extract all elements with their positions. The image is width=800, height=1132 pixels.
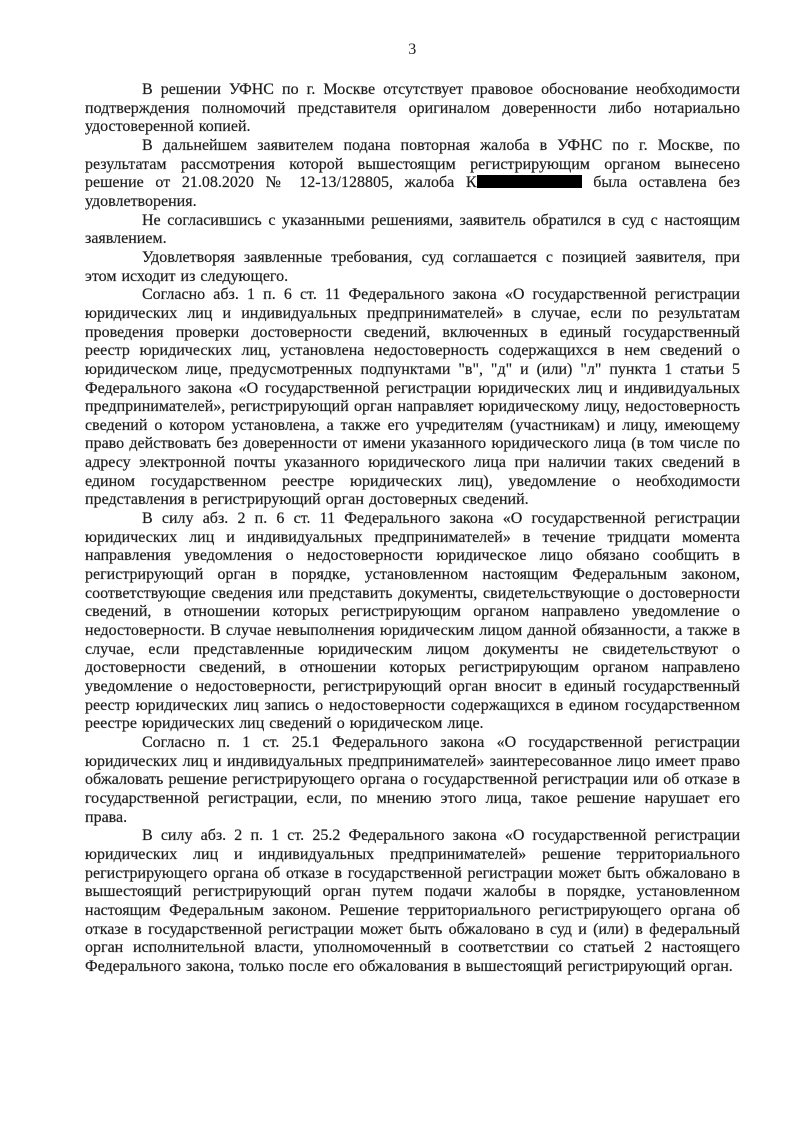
paragraph: [85, 212, 740, 249]
paragraph: [85, 827, 740, 976]
paragraph-text: Согласно абз. 1 п. 6 ст. 11 Федерального закона «О государственной регистрации юридических лиц и индивидуальных предпринимателей» в случае, если по результатам проведения проверки достоверности сведений, включенных в единый государственный реестр юридических лиц, установлена недостоверность содержащихся в нем сведений о юридическом лице, предусмотренных подпунктами "в", "д" и (или) "л" пункта 1 статьи 5 Федерального закона «О государственной регистрации юридических лиц и индивидуальных предпринимателей», регистрирующий орган направляет юридическому лицу, недостоверность сведений о котором установлена, а также его учредителям (участникам) и лицу, имеющему право действовать без доверенности от имени указанного юридического лица (в том числе по адресу электронной почты указанного юридического лица при наличии таких сведений в едином государственном реестре юридических лиц), уведомление о необходимости представления в регистрирующий орган достоверных сведений.: [85, 286, 740, 509]
paragraph: [85, 510, 740, 734]
paragraph: [85, 249, 740, 286]
paragraph: [85, 734, 740, 827]
paragraph-text: Не согласившись с указанными решениями, заявитель обратился в суд с настоящим заявлением.: [85, 211, 740, 248]
paragraph: [85, 81, 740, 137]
document-body: [85, 81, 740, 977]
paragraph-text: Согласно п. 1 ст. 25.1 Федерального закона «О государственной регистрации юридических лиц и индивидуальных предпринимателей» заинтересованное лицо имеет право обжаловать решение регистрирующего органа о государственной регистрации или об отказе в государственной регистрации, если, по мнению этого лица, такое решение нарушает его права.: [85, 733, 740, 826]
paragraph: [85, 137, 740, 212]
page-number: 3: [408, 41, 417, 58]
paragraph-text: В силу абз. 2 п. 1 ст. 25.2 Федерального закона «О государственной регистрации юридических лиц и индивидуальных предпринимателей» решение территориального регистрирующего органа об отказе в государственной регистрации может быть обжаловано в вышестоящий регистрирующий орган путем подачи жалобы в порядке, установленном настоящим Федеральным законом. Решение территориального регистрирующего органа об отказе в государственной регистрации может быть обжаловано в суд и (или) в федеральный орган исполнительной власти, уполномоченный в соответствии со статьей 2 настоящего Федерального закона, только после его обжалования в вышестоящий регистрирующий орган.: [85, 827, 740, 975]
paragraph-text: В дальнейшем заявителем подана повторная жалоба в УФНС по г. Москве, по результатам рассмотрения которой вышестоящим регистрирующим органом вынесено решение от 21.08.2020 № 12-13/128805, жалоба К: [85, 136, 740, 192]
paragraph-text: Удовлетворяя заявленные требования, суд соглашается с позицией заявителя, при этом исходит из следующего.: [85, 248, 740, 285]
paragraph: [85, 286, 740, 510]
redaction-bar: [477, 175, 582, 188]
paragraph-text: В решении УФНС по г. Москве отсутствует правовое обоснование необходимости подтверждения полномочий представителя оригиналом доверенности либо нотариально удостоверенной копией.: [85, 81, 740, 136]
paragraph-text: В силу абз. 2 п. 6 ст. 11 Федерального закона «О государственной регистрации юридических лиц и индивидуальных предпринимателей» в течение тридцати момента направления уведомления о недостоверности юридическое лицо обязано сообщить в регистрирующий орган в порядке, установленном настоящим Федеральным законом, соответствующие сведения или представить документы, свидетельствующие о достоверности сведений, в отношении которых регистрирующим органом направлено уведомление о недостоверности. В случае невыполнения юридическим лицом данной обязанности, а также в случае, если представленные юридическим лицом документы не свидетельствуют о достоверности сведений, в отношении которых регистрирующим органом направлено уведомление о недостоверности, регистрирующий орган вносит в единый государственный реестр юридических лиц запись о недостоверности содержащихся в едином государственном реестре юридических лиц сведений о юридическом лице.: [85, 510, 740, 733]
paragraph-text: была оставлена без удовлетворения.: [85, 174, 741, 210]
